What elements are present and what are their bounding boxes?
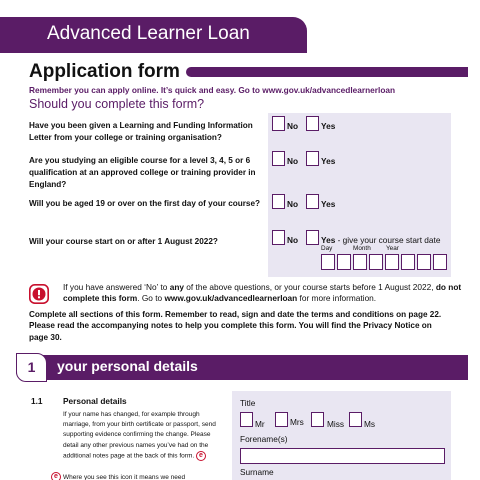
title-miss-checkbox[interactable] [311, 412, 324, 427]
title-mrs-label: Mrs [290, 417, 304, 427]
day-label: Day [321, 245, 333, 252]
apply-online-note: Remember you can apply online. It’s quick and easy. Go to www.gov.uk/advancedlearnerloan [29, 85, 396, 95]
question-start-date: Will your course start on or after 1 August 2022? [29, 237, 218, 246]
title-label: Title [240, 398, 256, 408]
q4-yes-label [321, 235, 440, 245]
surname-label: Surname [240, 467, 274, 477]
warning-any: any [169, 282, 184, 292]
title-underline-bar [186, 67, 468, 77]
q3-yes-checkbox[interactable] [306, 194, 319, 209]
q4-no-checkbox[interactable] [272, 230, 285, 245]
evidence-icon: e [196, 451, 206, 461]
start-month-digit-1[interactable] [353, 254, 367, 270]
warning-text-3: . Go to [137, 293, 165, 303]
q2-no-checkbox[interactable] [272, 151, 285, 166]
header-banner [0, 17, 307, 53]
evidence-legend-icon: e [51, 472, 61, 480]
subsection-title: Personal details [63, 396, 127, 406]
forenames-label: Forename(s) [240, 434, 288, 444]
q4-no-label: No [287, 235, 299, 245]
start-year-digit-4[interactable] [433, 254, 447, 270]
title-mr-checkbox[interactable] [240, 412, 253, 427]
question-course-level: Are you studying an eligible course for a level 3, 4, 5 or 6 qualification at an approved college or training provider in England? [29, 156, 256, 189]
answers-panel [268, 113, 451, 277]
title-mrs-checkbox[interactable] [275, 412, 288, 427]
start-year-digit-2[interactable] [401, 254, 415, 270]
section-number: 1 [27, 359, 36, 375]
banner-title: Advanced Learner Loan [47, 23, 250, 44]
q3-yes-label: Yes [321, 199, 336, 209]
question-age: Will you be aged 19 or over on the first day of your course? [29, 199, 261, 208]
q4-yes-text: Yes [321, 235, 336, 245]
title-ms-label: Ms [364, 419, 376, 429]
q4-yes-checkbox[interactable] [306, 230, 319, 245]
warning-text-4: for more information. [297, 293, 377, 303]
section-title: your personal details [57, 358, 198, 374]
forenames-input[interactable] [240, 448, 445, 464]
warning-do-not-complete: do not complete this form [63, 282, 462, 303]
q1-no-label: No [287, 121, 299, 131]
start-day-digit-1[interactable] [321, 254, 335, 270]
q3-no-label: No [287, 199, 299, 209]
ineligible-warning [63, 282, 463, 304]
start-year-digit-3[interactable] [417, 254, 431, 270]
form-title: Application form [29, 61, 180, 82]
q1-yes-label: Yes [321, 121, 336, 131]
warning-url: www.gov.uk/advancedlearnerloan [164, 293, 298, 303]
q1-yes-checkbox[interactable] [306, 116, 319, 131]
year-label: Year [386, 245, 399, 252]
eligibility-heading: Should you complete this form? [29, 97, 205, 111]
start-day-digit-2[interactable] [337, 254, 351, 270]
title-ms-checkbox[interactable] [349, 412, 362, 427]
q2-yes-label: Yes [321, 156, 336, 166]
name-change-note [63, 410, 223, 462]
q3-no-checkbox[interactable] [272, 194, 285, 209]
title-mr-label: Mr [255, 419, 265, 429]
icon-explanation: Where you see this icon it means we need [63, 474, 186, 480]
warning-text-2: of the above questions, or your course starts before 1 August 2022, [184, 282, 436, 292]
start-year-digit-1[interactable] [385, 254, 399, 270]
month-label: Month [353, 245, 371, 252]
q2-no-label: No [287, 156, 299, 166]
subsection-number: 1.1 [31, 396, 43, 406]
q4-yes-extra: - give your course start date [335, 235, 441, 245]
exclamation-icon [29, 284, 49, 304]
question-letter: Have you been given a Learning and Funding Information Letter from your college or training organisation? [29, 121, 253, 142]
complete-all-sections-note: Complete all sections of this form. Remember to read, sign and date the terms and conditions on page 22. Please read the accompanying notes to help you complete this form. You will find the Privacy Notice on page 30. [29, 310, 442, 342]
warning-text-1: If you have answered ‘No’ to [63, 282, 170, 292]
start-month-digit-2[interactable] [369, 254, 383, 270]
q1-no-checkbox[interactable] [272, 116, 285, 131]
name-change-text: If your name has changed, for example through marriage, from your birth certificate or passport, send supporting evidence confirming the change. Please detail any other previous names you’ve had on the additional notes page at the back of this form. [63, 411, 216, 460]
title-miss-label: Miss [327, 419, 345, 429]
q2-yes-checkbox[interactable] [306, 151, 319, 166]
